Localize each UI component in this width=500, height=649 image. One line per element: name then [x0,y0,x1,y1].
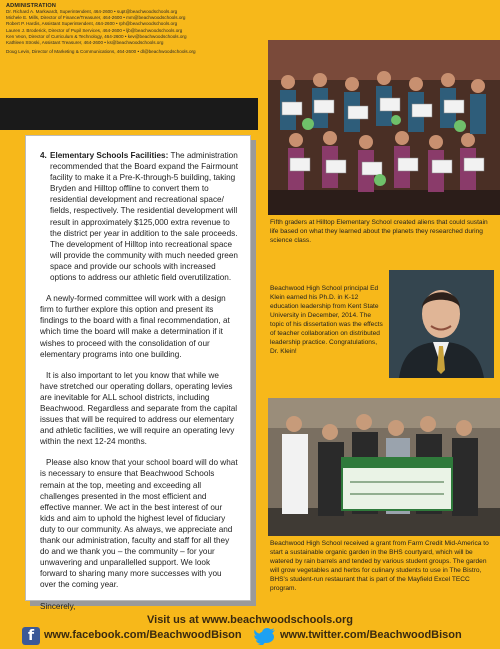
caption-principal: Beachwood High School principal Ed Klein earned his Ph.D. in K-12 education leadership from Kent State University in December, 2014. The topic of his dissertation was the effects of teacher collaboration on distributed leadership practice. Congratulations, Dr. Klein! [270,285,383,355]
facebook-icon[interactable]: f [22,627,40,645]
decorative-bar [0,98,258,130]
photo-grant-check [268,398,500,536]
letter-card [25,135,251,612]
letter-paragraph: A newly-formed committee will work with a design firm to further explore this option and present its findings to the board with a final recommendation, at which time the board will make a determination if it wishes to proceed with the consolidation of our elementary programs into one building. [40,294,230,359]
admin-line: Doug Levin, Director of Marketing & Communications, 464-2600 • dl@beachwoodschools.org [6,49,196,55]
admin-line: Lauren J. Broderick, Director of Pupil Services, 464-2600 • ljb@beachwoodschools.org [6,27,183,33]
admin-line: Kathleen Stroski, Assistant Treasurer, 464-2600 • ks@beachwoodschools.org [6,40,164,46]
photo-principal [389,270,494,378]
item-number: 4. [40,151,47,160]
closing: Sincerely, [40,602,76,612]
website-link[interactable]: Visit us at www.beachwoodschools.org [147,614,353,626]
caption-fifth-graders: Fifth graders at Hilltop Elementary School created aliens that could sustain life based on what they learned about the planets they researched during science class. [270,219,488,244]
administration-block [0,0,258,86]
item-text: The administration recommended that the Board expand the Fairmount facility to make it a Pre-K-through-5 building, taking Bryden and Hilltop offline to convert them to residential development and recreational space/ fields, respectively. The residential development will result in approximately $125,000 extra revenue to the district per year in addition to the sale proceeds. The development of Hilltop into recreational space will provide the community with much needed green space and provide our schools with increased options to address our athletic field overutilization. [50,151,238,283]
numbered-item [40,150,238,283]
photo-fifth-graders [268,40,500,215]
admin-line: Robert P. Hardis, Assistant Superintendent, 464-2600 • rph@beachwoodschools.org [6,21,178,27]
facebook-link[interactable]: www.facebook.com/BeachwoodBison [44,629,242,641]
twitter-link[interactable]: www.twitter.com/BeachwoodBison [280,629,462,641]
item-title: Elementary Schools Facilities: [50,151,169,160]
item-body [50,150,238,283]
letter-paragraph: It is also important to let you know that while we have stretched our operating dollars, operating levies are inevitable for ALL school districts, including Beachwood. Regardless and separate from the capital issues that will be required to address our elementary and athletic facilities, we will require an operating levy within the next 12-24 months. [40,370,238,447]
admin-line: Dr. Richard A. Markwardt, Superintendent, 464-2600 • supt@beachwoodschools.org [6,9,178,14]
letter-paragraph: Please also know that your school board will do what is necessary to ensure that Beachwood Schools remain at the top, meeting and exceeding all challenges presented in the most efficient and effective manner. We act in the best interest of our kids and aim to uphold the highest level of fiduciary duty to our community. As always, we appreciate and thank our administration, faculty and staff for all they do and we thank you – the community – for your unwavering and unparallelled support. We look forward to sharing many more successes with you over the coming year. [40,458,238,590]
caption-grant: Beachwood High School received a grant from Farm Credit Mid-America to start a sustainable organic garden in the BHS courtyard, which will be watered by rain barrels and tended by various student groups. The garden will grow vegetables and herbs for culinary students to use in The Bistro, BHS's student-run restaurant that is part of the Mayfield Excel TECC program. [270,540,489,592]
administration-title: ADMINISTRATION [6,3,57,9]
admin-line: Michele E. Mills, Director of Finance/Treasurer, 464-2600 • mm@beachwoodschools.org [6,15,186,21]
admin-line: Ken Veon, Director of Curriculum & Technology, 464-2600 • kev@beachwoodschools.org [6,33,187,39]
twitter-bird-icon[interactable] [254,627,276,645]
